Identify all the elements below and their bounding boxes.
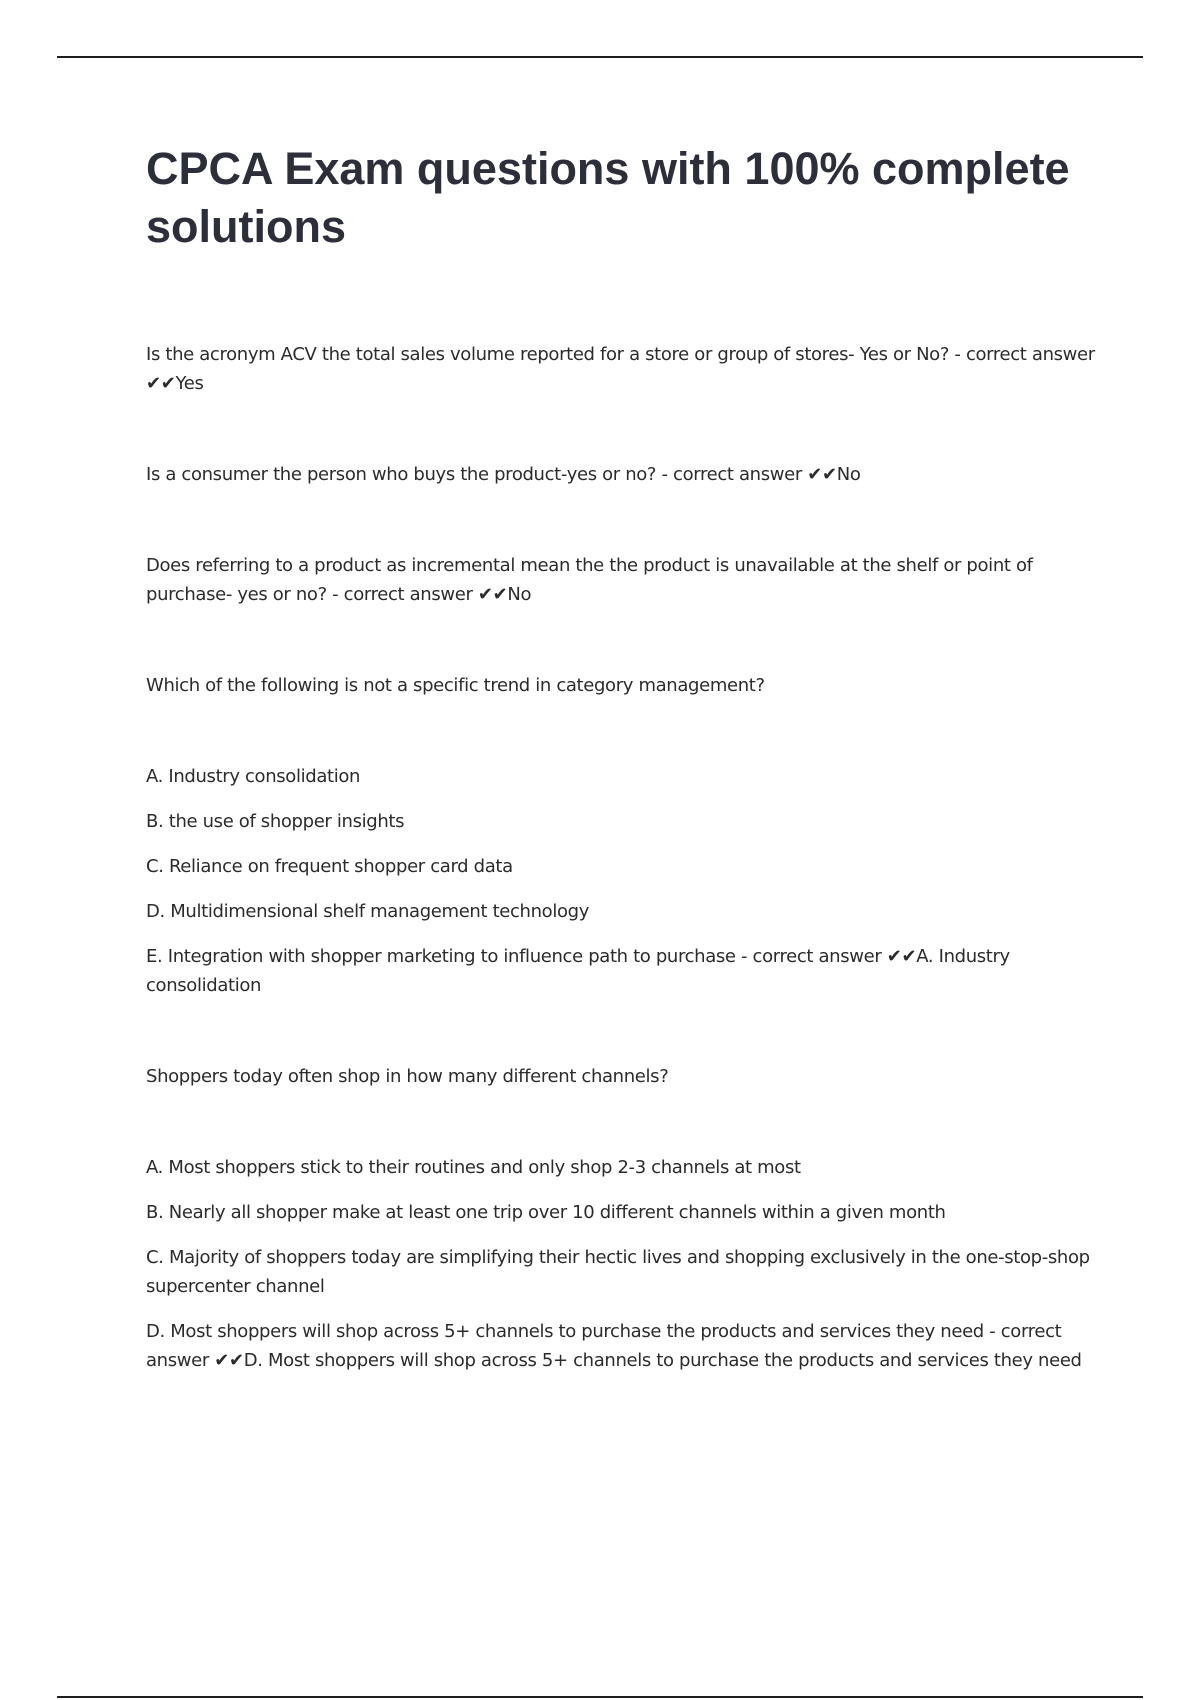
question-2: Is a consumer the person who buys the product-yes or no? - correct answer ✔✔No: [146, 464, 861, 485]
question-5-option-c: C. Majority of shoppers today are simplifying their hectic lives and shopping exclusively in the one-stop-shop supercenter channel: [146, 1247, 1090, 1297]
question-4-option-e: E. Integration with shopper marketing to influence path to purchase - correct answer ✔✔A. Industry consolidation: [146, 946, 1010, 996]
document-title: CPCA Exam questions with 100% complete solutions: [146, 143, 1070, 252]
question-5-option-d: D. Most shoppers will shop across 5+ channels to purchase the products and services they need - correct answer ✔✔D. Most shoppers will shop across 5+ channels to purchase the products and services they need: [146, 1321, 1082, 1371]
document-body: [146, 340, 1096, 1375]
question-4-option-d: D. Multidimensional shelf management technology: [146, 901, 590, 922]
question-5-option-a: A. Most shoppers stick to their routines and only shop 2-3 channels at most: [146, 1157, 801, 1178]
question-4: Which of the following is not a specific trend in category management?: [146, 675, 765, 696]
question-5: Shoppers today often shop in how many different channels?: [146, 1066, 669, 1087]
document-page: [146, 140, 1096, 1375]
question-3: Does referring to a product as incremental mean the the product is unavailable at the shelf or point of purchase- yes or no? - correct answer ✔✔No: [146, 555, 1033, 605]
top-rule: [57, 56, 1143, 58]
bottom-rule: [57, 1696, 1143, 1698]
question-4-option-c: C. Reliance on frequent shopper card data: [146, 856, 513, 877]
question-1: Is the acronym ACV the total sales volume reported for a store or group of stores- Yes or No? - correct answer ✔✔Yes: [146, 344, 1095, 394]
question-4-option-a: A. Industry consolidation: [146, 766, 361, 787]
question-4-option-b: B. the use of shopper insights: [146, 811, 405, 832]
question-5-option-b: B. Nearly all shopper make at least one trip over 10 different channels within a given month: [146, 1202, 946, 1223]
